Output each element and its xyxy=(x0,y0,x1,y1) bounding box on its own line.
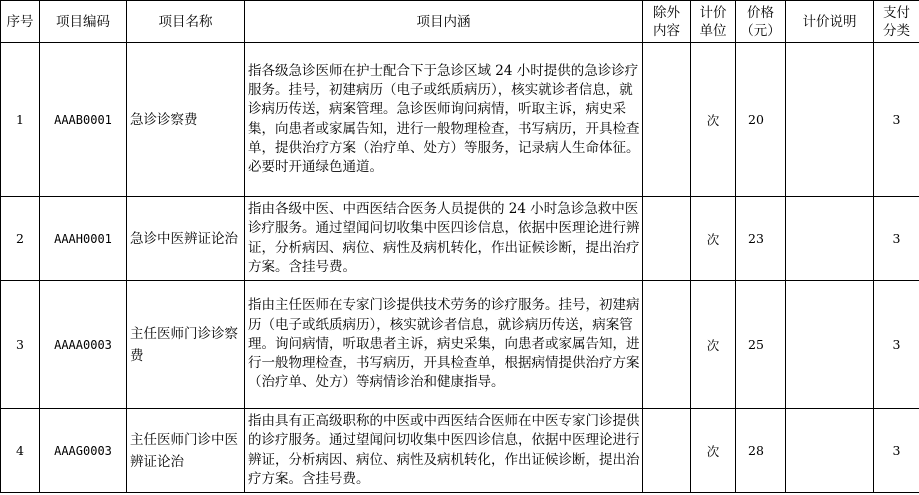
header-excluded xyxy=(643,1,691,43)
row-name: 急诊中医辨证论治 xyxy=(127,197,245,281)
header-pay-class xyxy=(874,1,919,43)
header-pricing-note: 计价说明 xyxy=(786,1,874,43)
row-excluded xyxy=(643,43,691,197)
row-seq: 1 xyxy=(1,43,40,197)
row-seq: 4 xyxy=(1,409,40,493)
row-price: 23 xyxy=(736,197,786,281)
row-pay-class: 3 xyxy=(874,409,919,493)
header-code: 项目编码 xyxy=(40,1,127,43)
row-content: 指由各级中医、中西医结合医务人员提供的 24 小时急诊急救中医诊疗服务。通过望闻问切收集中医四诊信息，依据中医理论进行辨证，分析病因、病位、病性及病机转化，作出证候诊断，提出治疗方案。含挂号费。 xyxy=(245,197,643,281)
row-name: 主任医师门诊诊察费 xyxy=(127,281,245,409)
row-seq: 2 xyxy=(1,197,40,281)
header-price xyxy=(736,1,786,43)
row-excluded xyxy=(643,409,691,493)
table-header-row xyxy=(1,1,919,43)
row-unit: 次 xyxy=(691,43,736,197)
header-content: 项目内涵 xyxy=(245,1,643,43)
row-code: AAAH0001 xyxy=(40,197,127,281)
row-code: AAAG0003 xyxy=(40,409,127,493)
header-price-line1: 价格 xyxy=(747,4,774,21)
row-pricing-note xyxy=(786,281,874,409)
header-unit-line2: 单位 xyxy=(699,22,727,39)
row-pay-class: 3 xyxy=(874,281,919,409)
row-code: AAAB0001 xyxy=(40,43,127,197)
row-content: 指由主任医师在专家门诊提供技术劳务的诊疗服务。挂号，初建病历（电子或纸质病历），核实就诊者信息，就诊病历传送，病案管理。询问病情，听取患者主诉，病史采集，向患者或家属告知，进行一般物理检查，书写病历，开具检查单，根据病情提供治疗方案（治疗单、处方）等病情诊治和健康指导。 xyxy=(245,281,643,409)
row-excluded xyxy=(643,197,691,281)
header-unit-line1: 计价 xyxy=(699,4,727,21)
header-excluded-line1: 除外 xyxy=(653,4,680,21)
header-pay-line1: 支付 xyxy=(883,4,910,21)
row-name: 主任医师门诊中医辨证论治 xyxy=(127,409,245,493)
header-price-line2: （元） xyxy=(740,22,781,39)
header-name: 项目名称 xyxy=(127,1,245,43)
row-pay-class: 3 xyxy=(874,43,919,197)
table-row xyxy=(1,43,919,197)
row-code: AAAA0003 xyxy=(40,281,127,409)
row-pricing-note xyxy=(786,409,874,493)
row-unit: 次 xyxy=(691,281,736,409)
row-seq: 3 xyxy=(1,281,40,409)
row-content: 指由具有正高级职称的中医或中西医结合医师在中医专家门诊提供的诊疗服务。通过望闻问切收集中医四诊信息，依据中医理论进行辨证，分析病因、病位、病性及病机转化，作出证候诊断，提出治疗方案。含挂号费。 xyxy=(245,409,643,493)
table-row xyxy=(1,409,919,493)
row-pay-class: 3 xyxy=(874,197,919,281)
header-unit xyxy=(691,1,736,43)
table-row xyxy=(1,281,919,409)
row-content: 指各级急诊医师在护士配合下于急诊区域 24 小时提供的急诊诊疗服务。挂号，初建病历（电子或纸质病历），核实就诊者信息，就诊病历传送，病案管理。急诊医师询问病情，听取主诉，病史采集，向患者或家属告知，进行一般物理检查，书写病历，开具检查单，提供治疗方案（治疗单、处方）等服务，记录病人生命体征。必要时开通绿色通道。 xyxy=(245,43,643,197)
row-price: 28 xyxy=(736,409,786,493)
header-pay-line2: 分类 xyxy=(883,22,910,39)
header-excluded-line2: 内容 xyxy=(653,22,680,39)
row-price: 20 xyxy=(736,43,786,197)
row-pricing-note xyxy=(786,43,874,197)
row-unit: 次 xyxy=(691,409,736,493)
row-price: 25 xyxy=(736,281,786,409)
row-unit: 次 xyxy=(691,197,736,281)
header-seq: 序号 xyxy=(1,1,40,43)
table-row xyxy=(1,197,919,281)
row-name: 急诊诊察费 xyxy=(127,43,245,197)
row-excluded xyxy=(643,281,691,409)
row-pricing-note xyxy=(786,197,874,281)
